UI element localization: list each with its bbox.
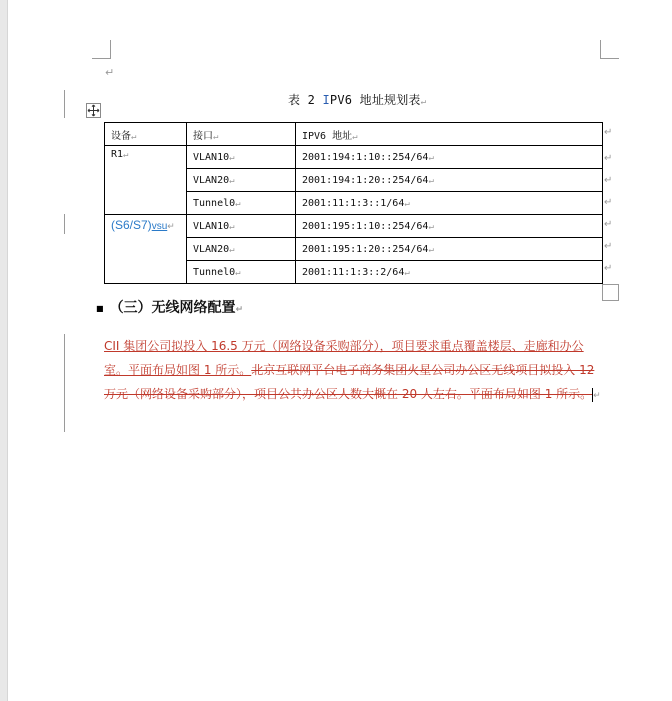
interface-cell[interactable]: Tunnel0↵: [187, 261, 296, 284]
interface-cell[interactable]: VLAN20↵: [187, 169, 296, 192]
caption-text: PV6 地址规划表: [329, 93, 421, 107]
row-end-mark: ↵: [604, 197, 613, 208]
interface-cell[interactable]: VLAN10↵: [187, 215, 296, 238]
address-cell[interactable]: 2001:195:1:20::254/64↵: [296, 238, 603, 261]
interface-cell[interactable]: VLAN10↵: [187, 146, 296, 169]
address-cell[interactable]: 2001:194:1:20::254/64↵: [296, 169, 603, 192]
caption-caret-char: I: [322, 93, 330, 107]
row-end-mark: ↵: [604, 127, 613, 138]
caption-prefix: 表 2: [288, 93, 323, 107]
row-end-mark: ↵: [604, 241, 613, 252]
row-end-mark: ↵: [604, 263, 613, 274]
table-resize-handle[interactable]: [602, 284, 619, 301]
document-page[interactable]: [8, 0, 672, 701]
paragraph-mark: ↵: [105, 66, 115, 79]
tracked-changes-paragraph[interactable]: [104, 334, 606, 408]
change-bar: [64, 214, 65, 234]
top-right-margin-marker: [600, 40, 619, 59]
address-cell[interactable]: 2001:11:1:3::1/64↵: [296, 192, 603, 215]
address-cell[interactable]: 2001:11:1:3::2/64↵: [296, 261, 603, 284]
section-heading[interactable]: ■ （三）无线网络配置↵: [96, 300, 244, 316]
row-end-mark: ↵: [604, 219, 613, 230]
table-header-row: [105, 123, 603, 146]
interface-cell[interactable]: Tunnel0↵: [187, 192, 296, 215]
deleted-text: 北京互联网平台电子商务集团火星公司办公区无线项目拟投入 12 万元（网络设备采购部分），项目公共办公区人数大概在 20 人左右。平面布局如图 1 所示。: [104, 363, 595, 401]
header-cell-device[interactable]: 设备↵: [105, 123, 187, 146]
paragraph-mark: ↵: [593, 391, 601, 401]
table-move-handle-icon[interactable]: [86, 103, 101, 118]
row-end-mark: ↵: [604, 175, 613, 186]
address-cell[interactable]: 2001:195:1:10::254/64↵: [296, 215, 603, 238]
row-end-mark: ↵: [604, 153, 613, 164]
table-row: [105, 146, 603, 169]
table-caption[interactable]: [288, 91, 426, 108]
top-left-margin-marker: [92, 40, 111, 59]
change-bar: [64, 90, 65, 118]
interface-cell[interactable]: VLAN20↵: [187, 238, 296, 261]
table-row: [105, 215, 603, 238]
paragraph-mark: ↵: [420, 97, 427, 107]
address-cell[interactable]: 2001:194:1:10::254/64↵: [296, 146, 603, 169]
ipv6-address-table[interactable]: [104, 122, 603, 284]
heading-bullet-icon: ■: [96, 303, 104, 313]
change-bar: [64, 334, 65, 432]
inserted-text: CII 集团公司拟投入 16.5 万元（网络设备采购部分），项目要求重点覆盖楼层、走廊和办公室。平面布局如图 1 所示。: [104, 339, 584, 377]
header-cell-interface[interactable]: 接口↵: [187, 123, 296, 146]
left-ruler-strip: [0, 0, 8, 701]
device-cell-r1[interactable]: R1↵: [105, 146, 187, 215]
header-cell-address[interactable]: IPV6 地址↵: [296, 123, 603, 146]
device-cell-s6-s7[interactable]: (S6/S7)vsu↵: [105, 215, 187, 284]
